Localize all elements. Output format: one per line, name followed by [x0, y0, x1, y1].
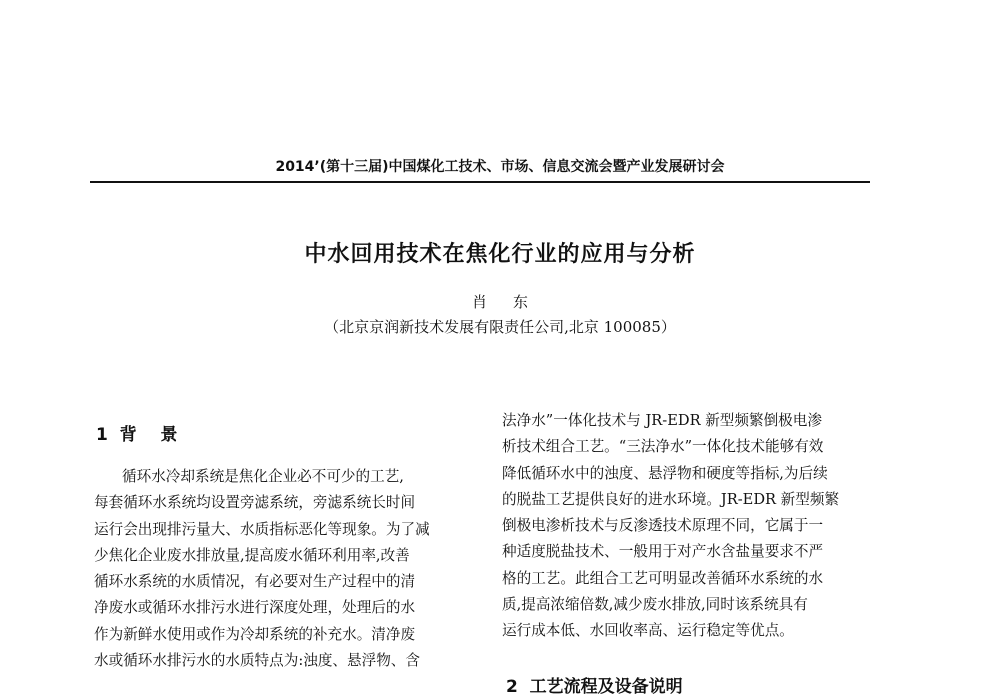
paragraph-line: 净废水或循环水排污水进行深度处理，处理后的水 — [94, 599, 416, 617]
section-heading-background: 1 背 景 — [96, 425, 178, 445]
paragraph-line: 倒极电渗析技术与反渗透技术原理不同，它属于一 — [502, 517, 824, 535]
left-column-text — [94, 464, 469, 674]
paragraph-line: 每套循环水系统均设置旁滤系统，旁滤系统长时间 — [94, 494, 416, 512]
paragraph-line: 运行成本低、水回收率高、运行稳定等优点。 — [502, 622, 794, 640]
paper-title: 中水回用技术在焦化行业的应用与分析 — [304, 242, 696, 267]
section-heading-process: 2 工艺流程及设备说明 — [506, 677, 683, 697]
author-affiliation: （北京京润新技术发展有限责任公司,北京 100085） — [324, 318, 676, 336]
paragraph-line: 的脱盐工艺提供良好的进水环境。JR-EDR 新型频繁 — [502, 490, 840, 508]
header-rule — [90, 181, 870, 183]
paragraph-line: 格的工艺。此组合工艺可明显改善循环水系统的水 — [502, 569, 824, 587]
running-header: 2014’(第十三届)中国煤化工技术、市场、信息交流会暨产业发展研讨会 — [275, 159, 725, 175]
paragraph-line: 析技术组合工艺。“三法净水”一体化技术能够有效 — [502, 438, 824, 456]
paragraph-line: 作为新鲜水使用或作为冷却系统的补充水。清净废 — [94, 625, 416, 643]
author-name: 肖东 — [471, 293, 554, 311]
paragraph-line: 种适度脱盐技术、一般用于对产水含盐量要求不严 — [502, 543, 824, 561]
paragraph-line: 循环水系统的水质情况，有必要对生产过程中的清 — [94, 573, 416, 591]
right-column-text — [502, 408, 876, 645]
paragraph-line: 运行会出现排污量大、水质指标恶化等现象。为了减 — [94, 520, 430, 538]
paragraph-line: 少焦化企业废水排放量,提高废水循环利用率,改善 — [94, 546, 410, 564]
paragraph-line: 水或循环水排污水的水质特点为:浊度、悬浮物、含 — [94, 652, 420, 670]
paragraph-line: 质,提高浓缩倍数,减少废水排放,同时该系统具有 — [502, 596, 808, 614]
paragraph-line: 法净水”一体化技术与 JR-EDR 新型频繁倒极电渗 — [502, 412, 822, 429]
paragraph-line: 降低循环水中的浊度、悬浮物和硬度等指标,为后续 — [502, 464, 828, 482]
paragraph-line: 循环水冷却系统是焦化企业必不可少的工艺, — [122, 468, 404, 485]
